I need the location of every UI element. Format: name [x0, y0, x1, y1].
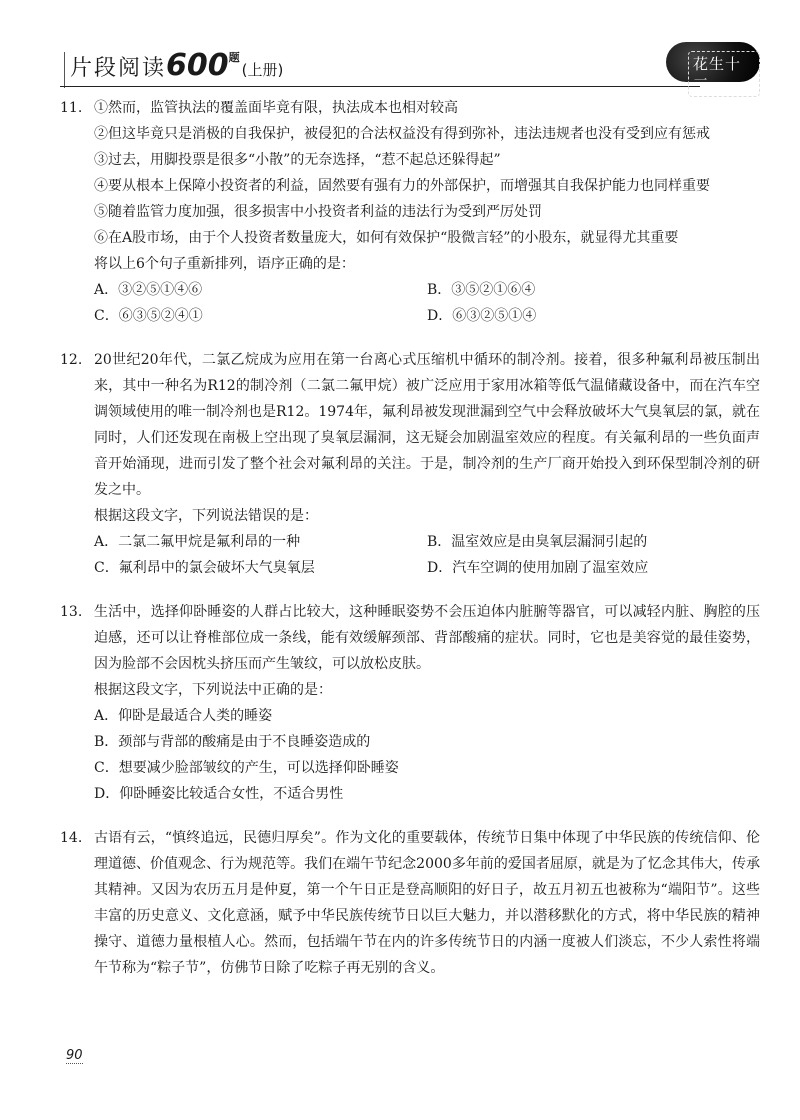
question-14: [60, 825, 760, 981]
question-11: [60, 95, 760, 329]
question-prompt: 根据这段文字，下列说法中正确的是：: [94, 682, 332, 698]
answer-options: [94, 529, 760, 581]
page-content: [60, 95, 760, 999]
sentence-line: ③过去，用脚投票是很多“小散”的无奈选择，“惹不起总还躲得起”: [94, 152, 501, 168]
page-header: [60, 40, 760, 94]
question-body: [94, 599, 760, 807]
sentence-line: ②但这毕竟只是消极的自我保护，被侵犯的合法权益没有得到弥补，违法违规者也没有受到应有惩戒: [94, 126, 710, 142]
book-volume: (上册): [241, 61, 284, 79]
option-b[interactable]: B．温室效应是由臭氧层漏洞引起的: [427, 534, 648, 550]
answer-options: [94, 277, 760, 329]
option-b[interactable]: B．颈部与背部的酸痛是由于不良睡姿造成的: [94, 734, 371, 750]
question-body: [94, 347, 760, 581]
question-prompt: 将以上6个句子重新排列，语序正确的是：: [94, 256, 355, 272]
option-a[interactable]: A．③②⑤①④⑥: [94, 282, 203, 298]
question-13: [60, 599, 760, 807]
question-paragraph: 生活中，选择仰卧睡姿的人群占比较大，这种睡眠姿势不会压迫体内脏腑等器官，可以减轻内脏、胸腔的压迫感，还可以让脊椎部位成一条线，能有效缓解颈部、背部酸痛的症状。同时，它也是美容觉的最佳姿势，因为脸部不会因枕头挤压而产生皱纹，可以放松皮肤。: [94, 604, 760, 672]
question-number: 11.: [60, 100, 83, 116]
option-d[interactable]: D．⑥③②⑤①④: [427, 308, 537, 324]
header-rule: [60, 86, 700, 87]
book-title-suffix: 题: [228, 51, 242, 64]
question-paragraph: 古语有云，“慎终追远，民德归厚矣”。作为文化的重要载体，传统节日集中体现了中华民族的传统信仰、伦理道德、价值观念、行为规范等。我们在端午节纪念2000多年前的爱国者屈原，就是为了忆念其伟大，传承其精神。又因为农历五月是仲夏，第一个午日正是登高顺阳的好日子，故五月初五也被称为“端阳节”。这些丰富的历史意义、文化意涵，赋予中华民族传统节日以巨大魅力，并以潜移默化的方式，将中华民族的精神操守、道德力量根植人心。然而，包括端午节在内的许多传统节日的内涵一度被人们淡忘，不少人索性将端午节称为“粽子节”，仿佛节日除了吃粽子再无别的含义。: [94, 830, 760, 976]
question-12: [60, 347, 760, 581]
option-c[interactable]: C．⑥③⑤②④①: [94, 308, 203, 324]
question-number: 12.: [60, 352, 83, 368]
option-a[interactable]: A．仰卧是最适合人类的睡姿: [94, 708, 273, 724]
brand-badge-text: 花生十三: [688, 51, 760, 97]
option-d[interactable]: D．汽车空调的使用加剧了温室效应: [427, 560, 649, 576]
option-c[interactable]: C．想要减少脸部皱纹的产生，可以选择仰卧睡姿: [94, 760, 399, 776]
sentence-line: ④要从根本上保障小投资者的利益，固然要有强有力的外部保护，而增强其自我保护能力也同样重要: [94, 178, 710, 194]
question-body: [94, 95, 760, 329]
book-title: [70, 48, 283, 83]
option-c[interactable]: C．氟利昂中的氯会破坏大气臭氧层: [94, 560, 315, 576]
option-d[interactable]: D．仰卧睡姿比较适合女性，不适合男性: [94, 786, 344, 802]
option-a[interactable]: A．二氯二氟甲烷是氟利昂的一种: [94, 534, 301, 550]
page-number: 90: [66, 1048, 83, 1063]
book-title-prefix: 片段阅读: [70, 56, 167, 81]
option-b[interactable]: B．③⑤②①⑥④: [427, 282, 536, 298]
question-body: [94, 825, 760, 981]
sentence-line: ⑥在A股市场，由于个人投资者数量庞大，如何有效保护“股微言轻”的小股东，就显得尤其重要: [94, 230, 679, 246]
question-paragraph: 20世纪20年代，二氯乙烷成为应用在第一台离心式压缩机中循环的制冷剂。接着，很多种氟利昂被压制出来，其中一种名为R12的制冷剂（二氯二氟甲烷）被广泛应用于家用冰箱等低气温储藏设备中，而在汽车空调领域使用的唯一制冷剂也是R12。1974年，氟利昂被发现泄漏到空气中会释放破坏大气臭氧层的氯，就在同时，人们还发现在南极上空出现了臭氧层漏洞，这无疑会加剧温室效应的程度。有关氟利昂的一些负面声音开始涌现，进而引发了整个社会对氟利昂的关注。于是，制冷剂的生产厂商开始投入到环保型制冷剂的研发之中。: [94, 352, 760, 498]
question-number: 13.: [60, 604, 83, 620]
sentence-line: ⑤随着监管力度加强，很多损害中小投资者利益的违法行为受到严厉处罚: [94, 204, 542, 220]
sentence-line: ①然而，监管执法的覆盖面毕竟有限，执法成本也相对较高: [94, 100, 458, 116]
question-prompt: 根据这段文字，下列说法错误的是：: [94, 508, 318, 524]
book-title-number: 600: [166, 48, 229, 83]
question-number: 14.: [60, 830, 83, 846]
brand-badge: [666, 42, 760, 94]
answer-options: [94, 703, 760, 807]
